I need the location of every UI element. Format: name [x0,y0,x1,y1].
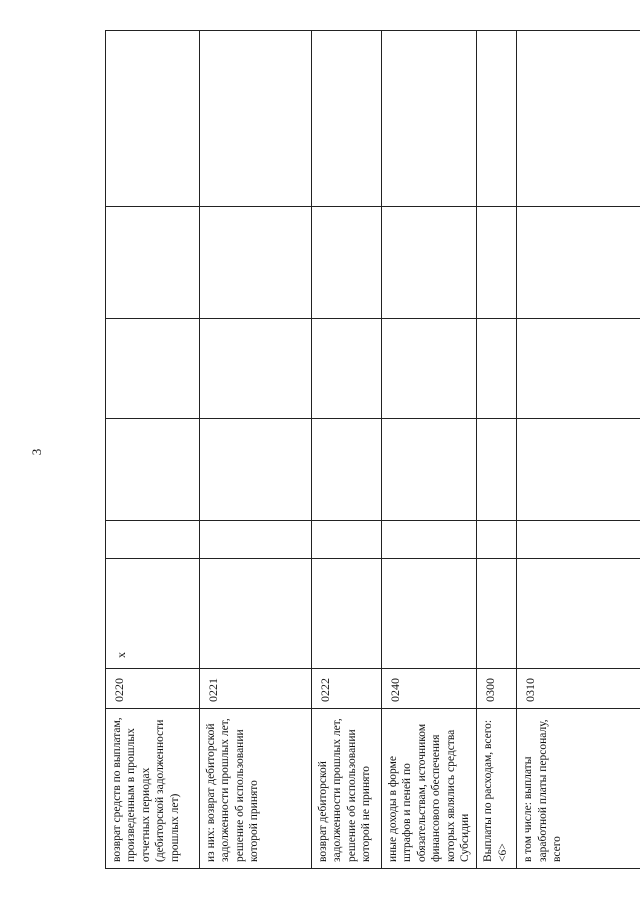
page-number: 3 [29,448,44,456]
row-code: 0240 [382,669,477,709]
row-cell-empty [312,31,382,207]
row-label: Выплаты по расходам, всего: <6> [477,709,517,869]
row-cell-empty [200,207,312,319]
row-cell-empty [517,207,640,319]
row-label: из них: возврат дебиторской задолженности прошлых лет, решение об использовании которой принято [200,709,312,869]
row-cell-empty [382,521,477,559]
row-cell-empty [382,31,477,207]
row-cell-empty [477,31,517,207]
row-cell-empty [517,319,640,419]
row-cell-empty [106,31,200,207]
row-cell-empty [517,419,640,521]
row-label: возврат дебиторской задолженности прошлых лет, решение об использовании которой не принято [312,709,382,869]
row-code: 0222 [312,669,382,709]
row-cell-empty [106,207,200,319]
table-row [517,31,640,869]
report-table-rotated [105,31,640,869]
row-label: возврат средств по выплатам, произведенным в прошлых отчетных периодах (дебиторской задолженности прошлых лет) [106,709,200,869]
table-row [382,31,477,869]
row-cell-empty [477,559,517,669]
row-cell-empty [200,419,312,521]
row-cell-empty [106,521,200,559]
row-cell-mark: x [106,559,200,669]
row-cell-empty [517,521,640,559]
row-cell-empty [477,319,517,419]
row-cell-empty [517,31,640,207]
row-cell-empty [200,319,312,419]
row-cell-empty [382,207,477,319]
row-cell-empty [382,319,477,419]
row-cell-empty [200,31,312,207]
row-cell-empty [200,521,312,559]
row-cell-empty [312,319,382,419]
row-code: 0220 [106,669,200,709]
row-cell-empty [312,419,382,521]
table-row [106,31,200,869]
row-cell-empty [106,419,200,521]
row-cell-empty [106,319,200,419]
row-label: в том числе: выплаты заработной платы персоналу, всего [517,709,640,869]
row-cell-empty [477,521,517,559]
row-cell-empty [312,207,382,319]
row-cell-empty [382,559,477,669]
table-row [477,31,517,869]
row-cell-empty [477,207,517,319]
row-code: 0300 [477,669,517,709]
table-row [312,31,382,869]
row-code: 0221 [200,669,312,709]
report-table [105,30,640,869]
table-row [200,31,312,869]
row-code: 0310 [517,669,640,709]
row-cell-empty [517,559,640,669]
row-cell-empty [382,419,477,521]
row-cell-empty [312,521,382,559]
row-label: иные доходы в форме штрафов и пеней по обязательствам, источником финансового обеспечения которых являлись средства Субсидии [382,709,477,869]
row-cell-empty [312,559,382,669]
row-cell-empty [200,559,312,669]
row-cell-empty [477,419,517,521]
